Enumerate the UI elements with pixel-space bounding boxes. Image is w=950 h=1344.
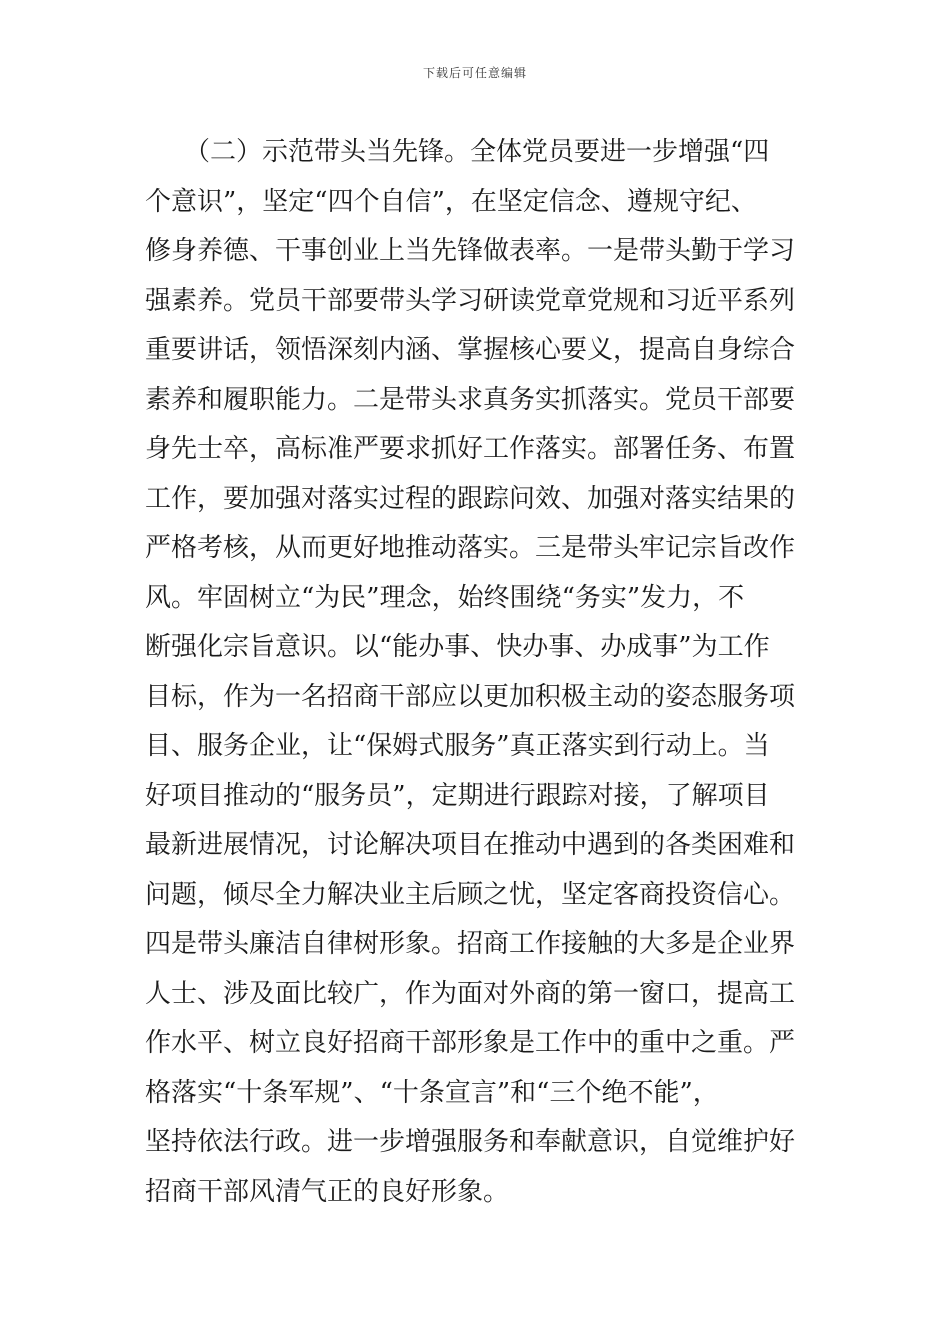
text-line: 工作，要加强对落实过程的跟踪问效、加强对落实结果的	[145, 483, 796, 514]
text-line: 最新进展情况，讨论解决项目在推动中遇到的各类困难和	[145, 830, 796, 860]
text-line: 格落实“十条军规”、“十条宣言”和“三个绝不能”，	[145, 1077, 719, 1108]
text-line: 目、服务企业，让“保姆式服务”真正落实到行动上。当	[145, 731, 770, 761]
text-line: 严格考核，从而更好地推动落实。三是带头牢记宗旨改作	[145, 533, 796, 563]
text-line: 断强化宗旨意识。以“能办事、快办事、办成事”为工作	[145, 632, 770, 662]
text-line: 四是带头廉洁自律树形象。招商工作接触的大多是企业界	[145, 929, 796, 959]
text-line: 好项目推动的“服务员”，定期进行跟踪对接，了解项目	[145, 780, 770, 811]
text-line: 风。牢固树立“为民”理念，始终围绕“务实”发力，不	[145, 582, 745, 613]
text-line: 修身养德、干事创业上当先锋做表率。一是带头勤于学习	[145, 236, 796, 266]
text-line: 目标，作为一名招商干部应以更加积极主动的姿态服务项	[145, 681, 796, 712]
text-line: （二）示范带头当先锋。全体党员要进一步增强“四	[145, 137, 770, 167]
body-paragraph	[145, 128, 810, 1217]
text-line: 作水平、树立良好招商干部形象是工作中的重中之重。严	[145, 1028, 796, 1058]
header-note: 下载后可任意编辑	[422, 66, 527, 80]
text-line: 招商干部风清气正的良好形象。	[145, 1176, 510, 1207]
text-line: 素养和履职能力。二是带头求真务实抓落实。党员干部要	[145, 384, 796, 415]
text-line: 人士、涉及面比较广，作为面对外商的第一窗口，提高工	[145, 978, 796, 1009]
text-line: 个意识”，坚定“四个自信”，在坚定信念、遵规守纪、	[145, 186, 757, 217]
text-line: 强素养。党员干部要带头学习研读党章党规和习近平系列	[145, 285, 796, 316]
text-line: 重要讲话，领悟深刻内涵、掌握核心要义，提高自身综合	[145, 335, 796, 365]
text-line: 身先士卒，高标准严要求抓好工作落实。部署任务、布置	[145, 434, 796, 464]
text-line: 坚持依法行政。进一步增强服务和奉献意识，自觉维护好	[145, 1127, 796, 1157]
text-line: 问题，倾尽全力解决业主后顾之忧，坚定客商投资信心。	[145, 879, 796, 910]
